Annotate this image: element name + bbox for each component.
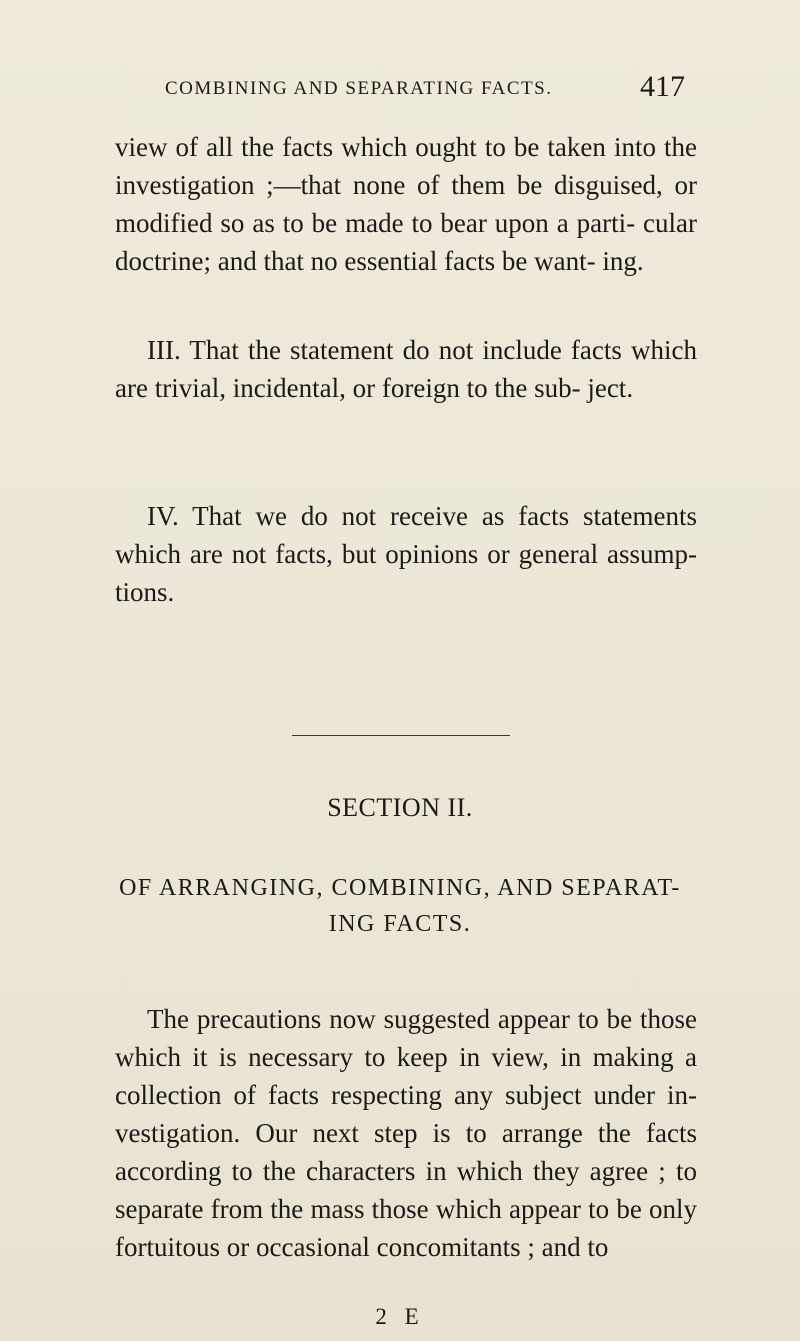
section-paragraph: The precautions now suggested appear to be those which it is necessary to keep in view, in making a collection of facts respecting any subject under in- vestigation. Our next step is to arrange the facts according to the characters in which they agree ; to separate from the mass those which appear to be only fortuitous or occasional concomitants ; and to xyxy=(115,1004,697,1262)
paragraph-continuation: view of all the facts which ought to be taken into the investigation ;—that none of them be disguised, or modified so as to be made to bear upon a parti- cular doctrine; and that no essential facts be want- ing. xyxy=(115,132,697,276)
signature-mark: 2 E xyxy=(375,1304,425,1329)
running-head xyxy=(165,70,685,110)
paragraph-item-iii: III. That the statement do not include facts which are trivial, incidental, or foreign to the sub- ject. xyxy=(115,335,697,403)
section-divider xyxy=(292,735,510,736)
section-title: OF ARRANGING, COMBINING, AND SEPARAT- ING FACTS. xyxy=(119,875,681,937)
page-number: 417 xyxy=(640,70,685,103)
section-label: SECTION II. xyxy=(327,793,473,822)
running-title: COMBINING AND SEPARATING FACTS. xyxy=(165,78,553,99)
paragraph-item-iv: IV. That we do not receive as facts statements which are not facts, but opinions or general assump- tions. xyxy=(115,501,697,607)
